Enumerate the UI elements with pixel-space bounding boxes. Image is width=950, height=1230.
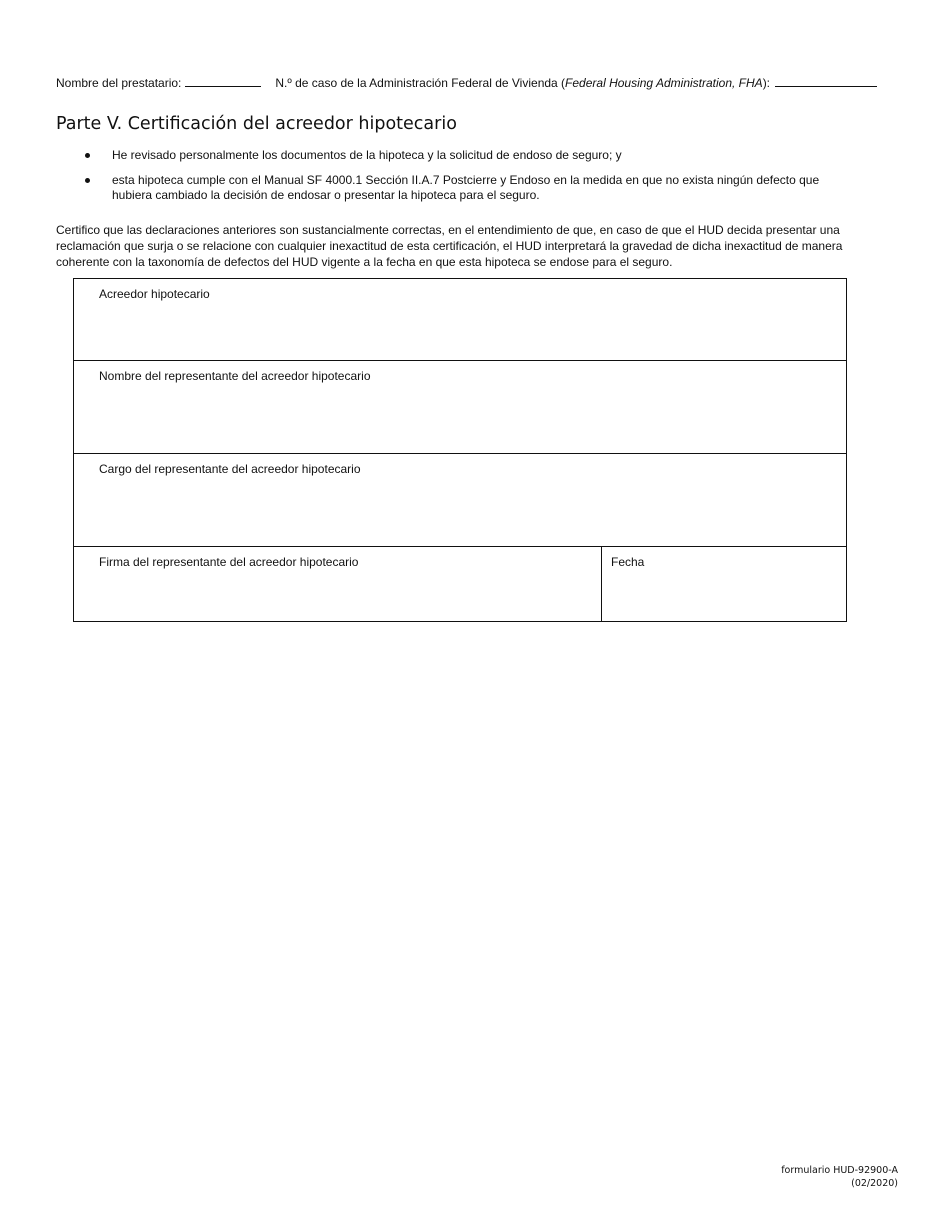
lender-signature-table xyxy=(73,278,847,622)
rep-signature-field[interactable] xyxy=(74,547,602,621)
form-id: formulario HUD-92900-A xyxy=(781,1165,898,1176)
signature-date-row xyxy=(74,547,846,621)
date-field[interactable] xyxy=(602,547,846,621)
header-line xyxy=(56,75,896,91)
bullet-icon xyxy=(85,178,90,183)
lender-field[interactable] xyxy=(74,279,846,361)
fha-case-label: N.º de caso de la Administración Federal de Vivienda (Federal Housing Administration, FHA): xyxy=(275,76,771,90)
lender-label: Acreedor hipotecario xyxy=(99,287,210,301)
certification-paragraph: Certifico que las declaraciones anteriores son sustancialmente correctas, en el entendimiento de que, en caso de que el HUD decida presentar una reclamación que surja o se relacione con cualquier inexactitud de esta certificación, el HUD interpretará la gravedad de dicha inexactitud de manera coherente con la taxonomía de defectos del HUD vigente a la fecha en que esta hipoteca se endose para el seguro. xyxy=(56,223,843,269)
fha-case-number-field[interactable] xyxy=(775,75,877,87)
rep-title-label: Cargo del representante del acreedor hipotecario xyxy=(99,462,361,476)
bullet-item: esta hipoteca cumple con el Manual SF 4000.1 Sección II.A.7 Postcierre y Endoso en la medida en que no exista ningún defecto que hubiera cambiado la decisión de endosar o presentar la hipoteca para el seguro. xyxy=(84,173,844,203)
rep-name-field[interactable] xyxy=(74,361,846,454)
borrower-name-label: Nombre del prestatario: xyxy=(56,76,182,90)
certification-bullets xyxy=(84,148,844,213)
page-title: Parte V. Certificación del acreedor hipotecario xyxy=(56,114,457,134)
date-label: Fecha xyxy=(611,555,645,569)
borrower-name-field[interactable] xyxy=(185,75,261,87)
bullet-icon xyxy=(85,153,90,158)
rep-signature-label: Firma del representante del acreedor hipotecario xyxy=(99,555,359,569)
rep-title-field[interactable] xyxy=(74,454,846,547)
form-footer xyxy=(781,1164,898,1190)
bullet-item: He revisado personalmente los documentos de la hipoteca y la solicitud de endoso de seguro; y xyxy=(84,148,844,163)
rep-name-label: Nombre del representante del acreedor hipotecario xyxy=(99,369,371,383)
form-revision: (02/2020) xyxy=(851,1178,898,1189)
